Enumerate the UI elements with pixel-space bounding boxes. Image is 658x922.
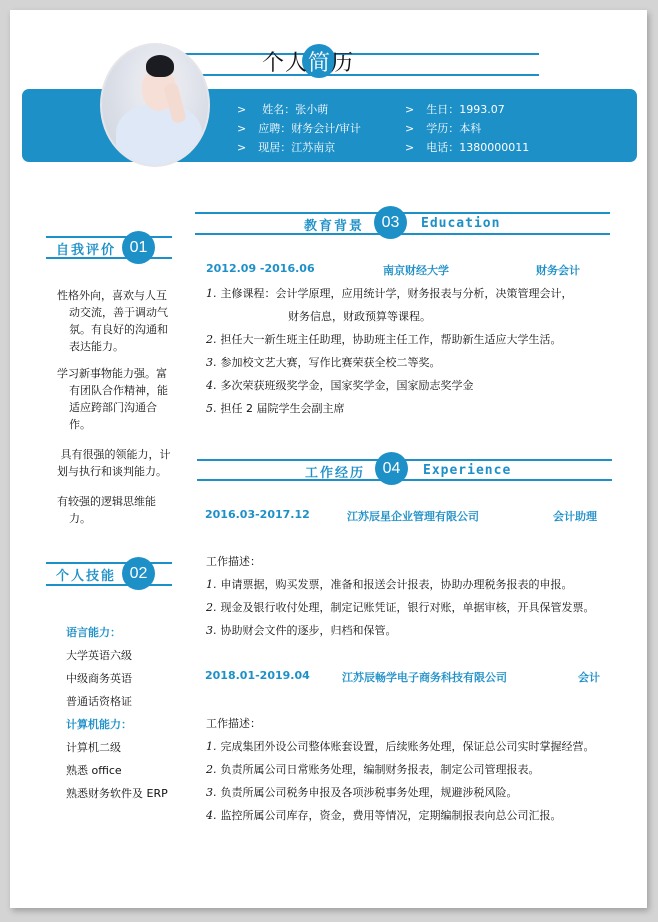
education-item: 5. 担任 2 届院学生会副主席: [206, 402, 345, 415]
photo-shirt: [116, 105, 202, 167]
education-heading: 教育背景: [304, 219, 365, 234]
skill-item: 计算机二级: [66, 741, 121, 754]
job-item: 1. 申请票据，购买发票，准备和报送会计报表，协助办理税务报表的申报。: [206, 578, 573, 591]
job-item: 2. 负责所属公司日常账务处理，编制财务报表，制定公司管理报表。: [206, 763, 540, 776]
title-line-bottom: [200, 74, 539, 76]
skills-heading: 个人技能: [56, 569, 117, 584]
job-company: 江苏辰星企业管理有限公司: [347, 510, 479, 523]
job-role: 会计: [578, 671, 600, 684]
chevron-right-icon: >: [237, 122, 247, 135]
page-title: [262, 46, 354, 77]
info-location: > 现居：江苏南京: [237, 141, 336, 154]
self-eval-line-top: [46, 236, 172, 238]
education-major: 财务会计: [536, 264, 580, 277]
chevron-right-icon: >: [405, 141, 415, 154]
job-company: 江苏辰畅学电子商务科技有限公司: [342, 671, 507, 684]
job-desc-label: 工作描述：: [206, 717, 261, 730]
chevron-right-icon: >: [237, 103, 247, 116]
education-item: 1. 主修课程：会计学原理，应用统计学，财务报表与分析，决策管理会计，: [206, 287, 573, 300]
experience-heading: 工作经历: [305, 466, 366, 481]
education-school: 南京财经大学: [383, 264, 449, 277]
skill-item: 熟悉 office: [66, 764, 122, 777]
language-skills-heading: 语言能力：: [66, 626, 121, 639]
experience-heading-en: Experience: [423, 463, 512, 478]
job-item: 1. 完成集团外设公司整体账套设置，后续账务处理，保证总公司实时掌握经营。: [206, 740, 595, 753]
education-number: 03: [374, 206, 407, 239]
self-eval-paragraph-4: 有较强的逻辑思维能 力。: [57, 495, 156, 525]
chevron-right-icon: >: [237, 141, 247, 154]
photo-hair: [146, 55, 174, 77]
self-eval-paragraph-3: 具有很强的领能力，计 划与执行和谈判能力。: [57, 448, 171, 478]
chevron-right-icon: >: [405, 122, 415, 135]
self-eval-paragraph-1: 性格外向，喜欢与人互 动交流，善于调动气 氛。有良好的沟通和 表达能力。: [57, 289, 168, 353]
skill-item: 熟悉财务软件及 ERP: [66, 787, 168, 800]
job-period: 2018.01-2019.04: [205, 669, 310, 682]
skills-line-top: [46, 562, 172, 564]
skills-number: 02: [122, 557, 155, 590]
job-period: 2016.03-2017.12: [205, 508, 310, 521]
education-heading-en: Education: [421, 216, 501, 231]
education-item: 3. 参加校文艺大赛，写作比赛荣获全校二等奖。: [206, 356, 441, 369]
info-phone: > 电话：1380000011: [405, 141, 530, 154]
self-eval-paragraph-2: 学习新事物能力强。富 有团队合作精神，能 适应跨部门沟通合 作。: [57, 367, 168, 431]
job-item: 3. 负责所属公司税务申报及各项涉税事务处理，规避涉税风险。: [206, 786, 518, 799]
job-desc-label: 工作描述：: [206, 555, 261, 568]
skills-line-bottom: [46, 584, 172, 586]
info-position: > 应聘：财务会计/审计: [237, 122, 361, 135]
info-birthday: > 生日：1993.07: [405, 103, 505, 116]
job-role: 会计助理: [553, 510, 597, 523]
title-prefix: 个人: [262, 51, 309, 76]
info-name: > 姓名：张小萌: [237, 103, 329, 116]
title-highlight: 简: [308, 51, 332, 76]
chevron-right-icon: >: [405, 103, 415, 116]
job-item: 4. 监控所属公司库存，资金，费用等情况，定期编制报表向总公司汇报。: [206, 809, 562, 822]
skill-item: 中级商务英语: [66, 672, 132, 685]
experience-line-bottom: [197, 479, 612, 481]
education-item-continued: 财务信息，财政预算等课程。: [288, 310, 431, 323]
portrait-photo: [100, 43, 210, 167]
computer-skills-heading: 计算机能力：: [66, 718, 132, 731]
title-suffix: 历: [331, 51, 355, 76]
education-item: 2. 担任大一新生班主任助理，协助班主任工作，帮助新生适应大学生活。: [206, 333, 562, 346]
title-line-top: [183, 53, 539, 55]
self-eval-heading: 自我评价: [56, 243, 117, 258]
info-education: > 学历：本科: [405, 122, 482, 135]
job-item: 2. 现金及银行收付处理，制定记账凭证，银行对账，单据审核，开具保管发票。: [206, 601, 595, 614]
self-eval-number: 01: [122, 231, 155, 264]
job-item: 3. 协助财会文件的逐步，归档和保管。: [206, 624, 397, 637]
skill-item: 大学英语六级: [66, 649, 132, 662]
education-item: 4. 多次荣获班级奖学金，国家奖学金，国家励志奖学金: [206, 379, 474, 392]
education-period: 2012.09 -2016.06: [206, 262, 315, 275]
skill-item: 普通话资格证: [66, 695, 132, 708]
experience-number: 04: [375, 452, 408, 485]
